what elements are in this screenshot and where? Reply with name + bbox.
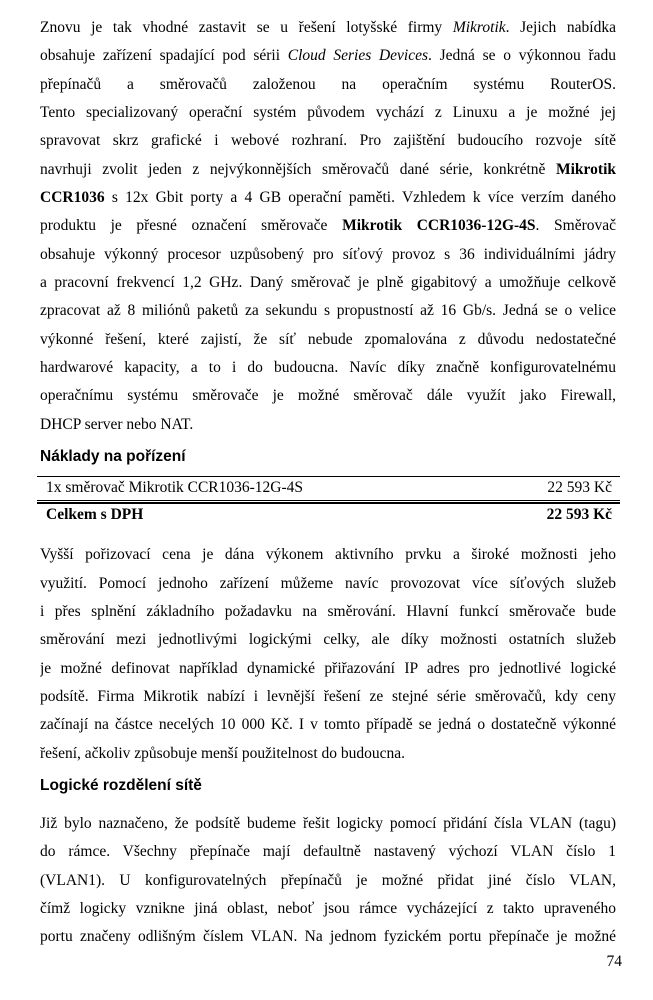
text-line: výkonné řešení, které zajistí, že síť nebude zpomalována z důvodu nedostatečné — [40, 330, 616, 348]
text-line: využití. Pomocí jednoho zařízení můžeme navíc provozovat více síťových služeb — [40, 574, 616, 592]
paragraph-vlan — [40, 810, 616, 952]
text-line: řešení, ačkoliv způsobuje menší použitelnost do budoucna. — [40, 744, 406, 762]
cost-item-price: 22 593 Kč — [547, 479, 612, 497]
page-number: 74 — [606, 953, 622, 970]
text-line: operačnímu systému směrovače je možné směrovač dále využít jako Firewall, — [40, 387, 616, 405]
cost-item-label: 1x směrovač Mikrotik CCR1036-12G-4S — [46, 479, 304, 497]
text-line: zpracovat až 8 miliónů paketů za sekundu s propustností až 16 Gb/s. Jedná se o velice — [40, 302, 616, 320]
text-line: je možné definovat například dynamické přiřazování IP adres pro jednotlivé logické — [40, 659, 616, 677]
cost-row-total — [37, 502, 620, 527]
paragraph-costs — [40, 541, 616, 768]
text-line: směrování mezi jednotlivými logickými celky, ale díky možnosti ostatních služeb — [40, 631, 616, 649]
text-line: portu značeny odlišným číslem VLAN. Na jednom fyzickém portu přepínače je možné — [40, 928, 616, 946]
cost-item-label: Celkem s DPH — [46, 506, 144, 524]
cost-row-item — [37, 476, 620, 501]
text-line: (VLAN1). U konfigurovatelných přepínačů je možné přidat jiné číslo VLAN, — [40, 871, 616, 889]
text-line: Tento specializovaný operační systém původem vychází z Linuxu a je možné jej — [40, 104, 616, 122]
text-line: hardwarové kapacity, a to i do budoucna. Navíc díky značně konfigurovatelnému — [40, 359, 616, 377]
text-line: i přes splnění základního požadavku na směrování. Hlavní funkcí směrovače bude — [40, 602, 616, 620]
paragraph-intro — [40, 14, 616, 439]
text-line: podsítě. Firma Mikrotik nabízí i levnější řešení ze stejné série směrovačů, kdy ceny — [40, 687, 616, 705]
text-line: začínají na částce necelých 10 000 Kč. I v tomto případě se jedná o dostatečně výkonné — [40, 716, 616, 734]
text-line: do rámce. Všechny přepínače mají defaultně nastavený výchozí VLAN číslo 1 — [40, 843, 616, 861]
text-line: DHCP server nebo NAT. — [40, 415, 194, 433]
text-line: obsahuje zařízení spadající pod sérii Cloud Series Devices. Jedná se o výkonnou řadu — [40, 47, 616, 65]
text-line: navrhuji zvolit jeden z nejvýkonnějších směrovačů dané série, konkrétně Mikrotik — [40, 160, 616, 178]
text-line: CCR1036 s 12x Gbit porty a 4 GB operační paměti. Vzhledem k více verzím daného — [40, 189, 616, 207]
text-line: spravovat skrz grafické i webové rozhraní. Pro zajištění budoucího rozvoje sítě — [40, 132, 616, 150]
text-line: produktu je přesné označení směrovače Mikrotik CCR1036-12G-4S. Směrovač — [40, 217, 616, 235]
text-line: čímž logicky vznikne jiná oblast, neboť jsou rámce vycházející z takto upraveného — [40, 899, 616, 917]
text-line: Znovu je tak vhodné zastavit se u řešení lotyšské firmy Mikrotik. Jejich nabídka — [40, 19, 616, 36]
heading-logical: Logické rozdělení sítě — [40, 776, 202, 794]
text-line: a pracovní frekvencí 1,2 GHz. Daný směrovač je plně gigabitový a umožňuje celkově — [40, 274, 616, 292]
text-line: přepínačů a směrovačů založenou na operačním systému RouterOS. — [40, 75, 616, 93]
text-line: Vyšší pořizovací cena je dána výkonem aktivního prvku a široké možnosti jeho — [40, 546, 616, 564]
cost-table — [37, 476, 620, 527]
text-line: obsahuje výkonný procesor uzpůsobený pro síťový provoz s 36 individuálními jádry — [40, 245, 616, 263]
cost-item-price: 22 593 Kč — [546, 506, 612, 524]
heading-costs: Náklady na pořízení — [40, 448, 186, 466]
text-line: Již bylo naznačeno, že podsítě budeme řešit logicky pomocí přidání čísla VLAN (tagu) — [40, 814, 616, 832]
